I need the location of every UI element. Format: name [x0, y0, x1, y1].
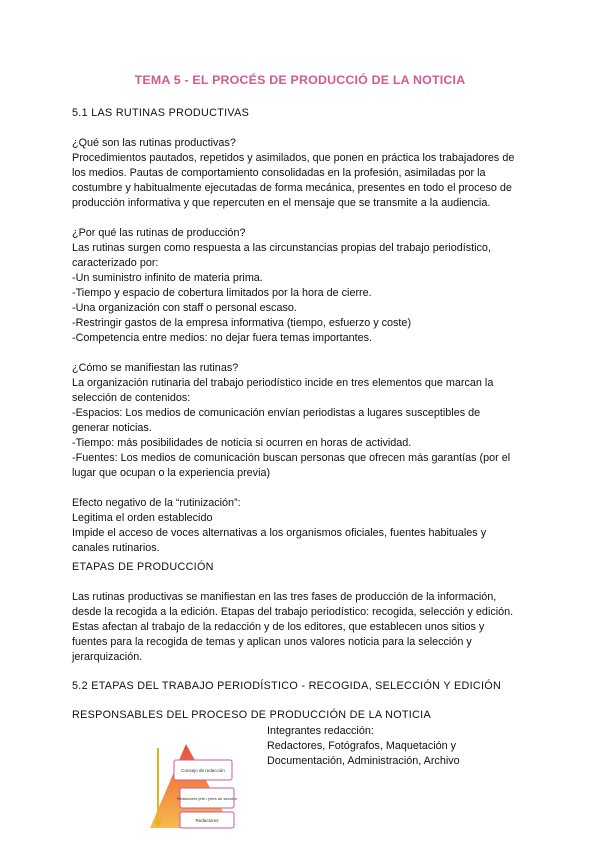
team-list: [267, 724, 460, 769]
paragraph-line: los medios. Pautas de comportamiento consolidadas en la profesión, asimiladas por la: [72, 167, 486, 179]
page-title: TEMA 5 - EL PROCÉS DE PRODUCCIÓ DE LA NOTICIA: [134, 73, 466, 87]
team-line: Redactores, Fotógrafos, Maquetación y: [267, 740, 457, 752]
etapas-body: [72, 590, 532, 665]
paragraph-line: Legitima el orden establecido: [72, 512, 213, 524]
paragraph-line: selección de contenidos:: [72, 392, 191, 404]
pyramid-label-middle: Redactores jefe / jefes de sección: [176, 796, 238, 801]
list-item: generar noticias.: [72, 422, 152, 434]
list-item: -Espacios: Los medios de comunicación envían periodistas a lugares susceptibles de: [72, 407, 481, 419]
etapas-heading: ETAPAS DE PRODUCCIÓN: [72, 561, 214, 573]
paragraph-line: Procedimientos pautados, repetidos y asimilados, que ponen en práctica los trabajadores de: [72, 152, 515, 164]
list-item: -Restringir gastos de la empresa informativa (tiempo, esfuerzo y coste): [72, 317, 412, 329]
paragraph-line: caracterizado por:: [72, 257, 159, 269]
section-5-1-heading: 5.1 LAS RUTINAS PRODUCTIVAS: [72, 107, 250, 119]
question-por-que: ¿Por qué las rutinas de producción?: [72, 227, 246, 239]
list-item: -Una organización con staff o personal escaso.: [72, 302, 297, 314]
list-item: -Tiempo: más posibilidades de noticia si ocurren en horas de actividad.: [72, 437, 412, 449]
paragraph-line: Las rutinas productivas se manifiestan en las tres fases de producción de la información,: [72, 591, 497, 603]
team-label: Integrantes redacción:: [267, 725, 374, 737]
paragraph-line: jerarquización.: [72, 651, 143, 663]
paragraph-line: producción informativa y que repercuten en el mensaje que se transmite a la audiencia.: [72, 197, 491, 209]
paragraph-line: Las rutinas surgen como respuesta a las circunstancias propias del trabajo periodístico,: [72, 242, 491, 254]
paragraph-line: fuentes para la recogida de temas y aplican unos valores noticia para la selección y: [72, 636, 472, 648]
team-line: Documentación, Administración, Archivo: [267, 755, 460, 767]
list-item: -Competencia entre medios: no dejar fuera temas importantes.: [72, 332, 373, 344]
paragraph-line: costumbre y habitualmente ejecutadas de forma mecánica, presentes en todo el proceso de: [72, 182, 512, 194]
paragraph-line: La organización rutinaria del trabajo periodístico incide en tres elementos que marcan la: [72, 377, 494, 389]
question-efecto-negativo: Efecto negativo de la “rutinización”:: [72, 497, 241, 509]
list-item: -Tiempo y espacio de cobertura limitados por la hora de cierre.: [72, 287, 372, 299]
responsables-heading: RESPONSABLES DEL PROCESO DE PRODUCCIÓN DE LA NOTICIA: [72, 709, 431, 721]
list-item: lugar que ocupan o la experiencia previa): [72, 467, 271, 479]
section-5-2-heading: 5.2 ETAPAS DEL TRABAJO PERIODÍSTICO - RECOGIDA, SELECCIÓN Y EDICIÓN: [72, 680, 502, 692]
paragraph-line: canales rutinarios.: [72, 542, 160, 554]
paragraph-line: desde la recogida a la edición. Etapas del trabajo periodístico: recogida, selección y edición.: [72, 606, 514, 618]
list-item: -Un suministro infinito de materia prima.: [72, 272, 263, 284]
newsroom-pyramid-diagram: [146, 724, 258, 836]
paragraph-line: Estas afectan al trabajo de la redacción y de los editores, que establecen unos sitios y: [72, 621, 485, 633]
pyramid-label-top: Consejo de redacción: [181, 768, 225, 773]
pyramid-label-bottom: Redactores: [195, 818, 219, 823]
list-item: -Fuentes: Los medios de comunicación buscan personas que ofrecen más garantías (por el: [72, 452, 511, 464]
paragraph-line: Impide el acceso de voces alternativas a los organismos oficiales, fuentes habituales y: [72, 527, 487, 539]
question-que-son: ¿Qué son las rutinas productivas?: [72, 137, 236, 149]
section-5-1-body: [72, 136, 532, 556]
question-como: ¿Cómo se manifiestan las rutinas?: [72, 362, 239, 374]
